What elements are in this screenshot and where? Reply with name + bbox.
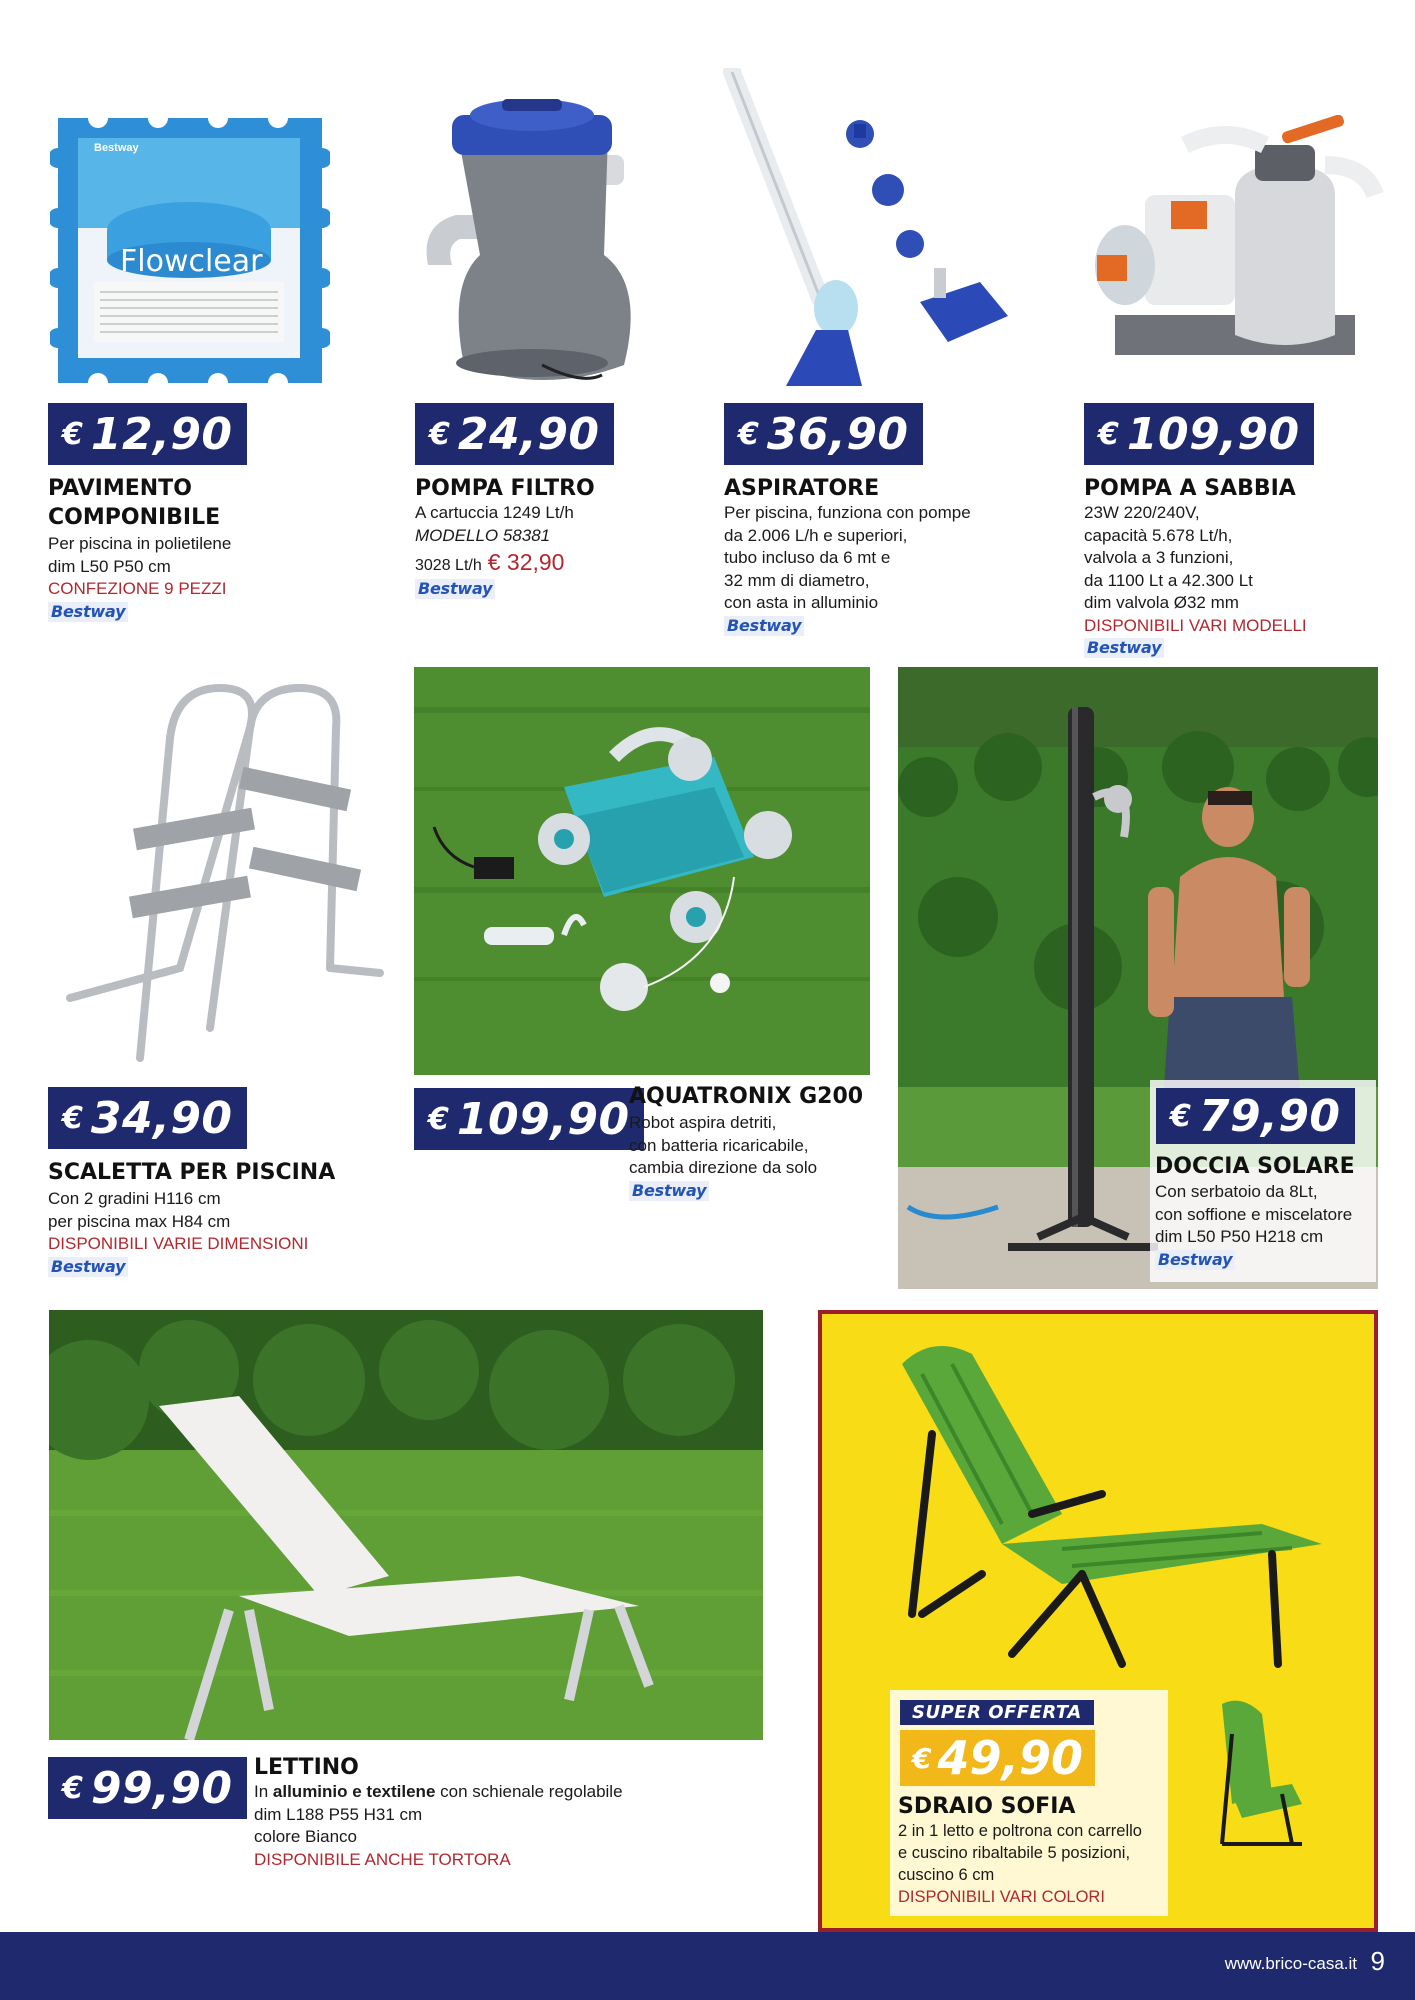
- pavimento-price: € 12,90: [48, 403, 247, 465]
- aspiratore-image: [720, 68, 1010, 388]
- sdraio-image: [882, 1334, 1342, 1694]
- doccia-price: € 79,90: [1156, 1088, 1355, 1144]
- website-link[interactable]: www.brico-casa.it: [1224, 1954, 1357, 1973]
- aspiratore-price: € 36,90: [724, 403, 923, 465]
- box-product-label: Flowclear: [120, 244, 263, 279]
- pavimento-title: PAVIMENTO COMPONIBILE: [48, 476, 221, 530]
- pompa-filtro-image: [418, 95, 658, 390]
- pompa-filtro-desc: A cartuccia 1249 Lt/h MODELLO 58381 3028 Lt/h € 32,90 Bestway: [415, 503, 574, 598]
- page-number: 9: [1370, 1946, 1385, 1976]
- lettino-image: [49, 1310, 763, 1740]
- bestway-logo: Bestway: [48, 602, 128, 622]
- aspiratore-desc: Per piscina, funziona con pompe da 2.006 L/h e superiori, tubo incluso da 6 mt e 32 mm di diametro, con asta in alluminio Bestway: [724, 503, 971, 635]
- pavimento-note: CONFEZIONE 9 PEZZI: [48, 579, 227, 598]
- scaletta-price: € 34,90: [48, 1087, 247, 1149]
- box-brand-label: Bestway: [94, 142, 139, 154]
- super-offerta-label: SUPER OFFERTA: [900, 1700, 1094, 1725]
- bestway-logo: Bestway: [1155, 1250, 1235, 1270]
- lettino-price: € 99,90: [48, 1757, 247, 1819]
- sdraio-desc: 2 in 1 letto e poltrona con carrello e cuscino ribaltabile 5 posizioni, cuscino 6 cm DISPONIBILI VARI COLORI: [898, 1820, 1168, 1908]
- pavimento-desc: Per piscina in polietilene dim L50 P50 cm CONFEZIONE 9 PEZZI Bestway: [48, 534, 232, 621]
- pompa-sabbia-desc: 23W 220/240V, capacità 5.678 Lt/h, valvola a 3 funzioni, da 1100 Lt a 42.300 Lt dim valvola Ø32 mm DISPONIBILI VARI MODELLI Bestway: [1084, 503, 1307, 657]
- scaletta-desc: Con 2 gradini H116 cm per piscina max H84 cm DISPONIBILI VARIE DIMENSIONI Bestway: [48, 1189, 309, 1276]
- pompa-sabbia-price: € 109,90: [1084, 403, 1314, 465]
- pavimento-image: [50, 112, 330, 387]
- page-footer: [0, 1932, 1415, 2000]
- bestway-logo: Bestway: [629, 1181, 709, 1201]
- sdraio-title: SDRAIO SOFIA: [898, 1794, 1076, 1819]
- bestway-logo: Bestway: [1084, 638, 1164, 658]
- bestway-logo: Bestway: [415, 579, 495, 599]
- aquatronix-desc: Robot aspira detriti, con batteria ricaricabile, cambia direzione da solo Bestway: [629, 1113, 818, 1200]
- lettino-desc: In alluminio e textilene con schienale regolabile dim L188 P55 H31 cm colore Bianco DISPONIBILE ANCHE TORTORA: [254, 1781, 623, 1871]
- pompa-sabbia-title: POMPA A SABBIA: [1084, 476, 1296, 501]
- scaletta-image: [50, 668, 390, 1073]
- lettino-note: DISPONIBILE ANCHE TORTORA: [254, 1849, 511, 1869]
- doccia-desc: Con serbatoio da 8Lt, con soffione e miscelatore dim L50 P50 H218 cm Bestway: [1155, 1182, 1353, 1269]
- sdraio-note: DISPONIBILI VARI COLORI: [898, 1888, 1105, 1906]
- aquatronix-image: [414, 667, 870, 1075]
- bestway-logo: Bestway: [724, 616, 804, 636]
- aspiratore-title: ASPIRATORE: [724, 476, 880, 501]
- lettino-title: LETTINO: [254, 1755, 359, 1780]
- aquatronix-title: AQUATRONIX G200: [629, 1084, 864, 1109]
- pompa-filtro-price: € 24,90: [415, 403, 614, 465]
- sdraio-small-image: [1202, 1694, 1322, 1854]
- pompa-sabbia-note: DISPONIBILI VARI MODELLI: [1084, 615, 1307, 635]
- pompa-sabbia-image: [1085, 115, 1385, 380]
- doccia-title: DOCCIA SOLARE: [1155, 1154, 1355, 1179]
- bestway-logo: Bestway: [48, 1257, 128, 1277]
- scaletta-title: SCALETTA PER PISCINA: [48, 1160, 336, 1185]
- aquatronix-price: € 109,90: [414, 1088, 644, 1150]
- pompa-filtro-title: POMPA FILTRO: [415, 476, 595, 501]
- sdraio-offer-card: [890, 1690, 1168, 1916]
- sdraio-price: € 49,90: [900, 1730, 1095, 1786]
- scaletta-note: DISPONIBILI VARIE DIMENSIONI: [48, 1234, 309, 1253]
- pompa-filtro-alt-price: € 32,90: [487, 549, 565, 575]
